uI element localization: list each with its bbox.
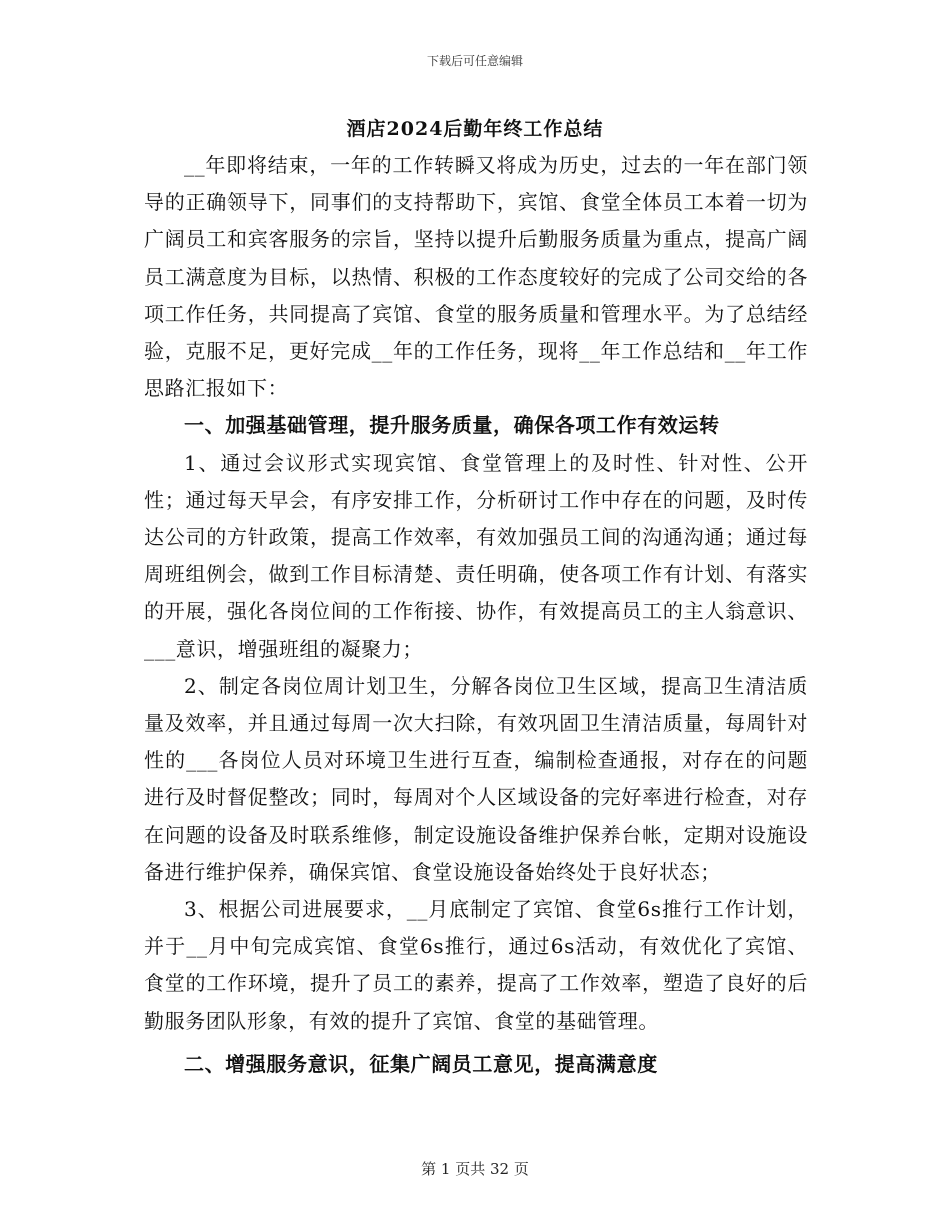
document-body [144, 147, 808, 1083]
section-2-heading: 二、增强服务意识，征集广阔员工意见，提高满意度 [184, 1051, 658, 1076]
document-title: 酒店2024后勤年终工作总结 [346, 118, 604, 140]
header-note: 下载后可任意编辑 [426, 54, 523, 68]
page-number: 第 1 页共 32 页 [421, 1160, 529, 1178]
section-1-paragraph-2: 2、制定各岗位周计划卫生，分解各岗位卫生区域，提高卫生清洁质量及效率，并且通过每周一次大扫除，有效巩固卫生清洁质量，每周针对性的___各岗位人员对环境卫生进行互查，编制检查通报，对存在的问题进行及时督促整改；同时，每周对个人区域设备的完好率进行检查，对存在问题的设备及时联系维修，制定设施设备维护保养台帐，定期对设施设备进行维护保养，确保宾馆、食堂设施设备始终处于良好状态； [144, 673, 808, 884]
section-1-heading: 一、加强基础管理，提升服务质量，确保各项工作有效运转 [184, 413, 720, 438]
section-1-paragraph-3: 3、根据公司进展要求，__月底制定了宾馆、食堂6s推行工作计划，并于__月中旬完成宾馆、食堂6s推行，通过6s活动，有效优化了宾馆、食堂的工作环境，提升了员工的素养，提高了工作效率，塑造了良好的后勤服务团队形象，有效的提升了宾馆、食堂的基础管理。 [144, 897, 808, 1033]
intro-paragraph: __年即将结束，一年的工作转瞬又将成为历史，过去的一年在部门领导的正确领导下，同事们的支持帮助下，宾馆、食堂全体员工本着一切为广阔员工和宾客服务的宗旨，坚持以提升后勤服务质量为重点，提高广阔员工满意度为目标，以热情、积极的工作态度较好的完成了公司交给的各项工作任务，共同提高了宾馆、食堂的服务质量和管理水平。为了总结经验，克服不足，更好完成__年的工作任务，现将__年工作总结和__年工作思路汇报如下： [144, 153, 808, 401]
section-1-paragraph-1: 1、通过会议形式实现宾馆、食堂管理上的及时性、针对性、公开性；通过每天早会，有序安排工作，分析研讨工作中存在的问题，及时传达公司的方针政策，提高工作效率，有效加强员工间的沟通沟通；通过每周班组例会，做到工作目标清楚、责任明确，使各项工作有计划、有落实的开展，强化各岗位间的工作衔接、协作，有效提高员工的主人翁意识、___意识，增强班组的凝聚力； [144, 450, 808, 661]
